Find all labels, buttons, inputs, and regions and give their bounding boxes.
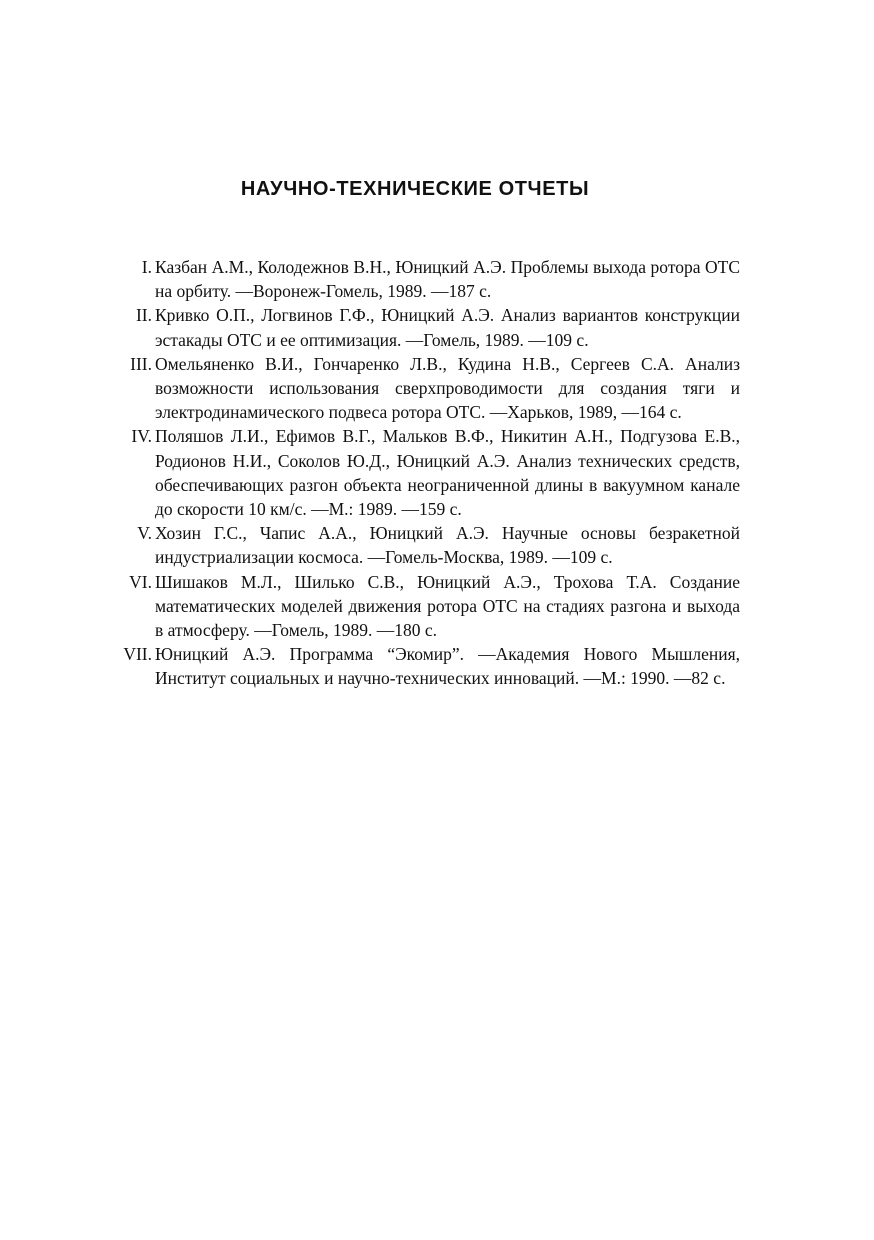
reference-text: Хозин Г.С., Чапис А.А., Юницкий А.Э. Научные основы безракетной индустриализации космоса. —Гомель-Москва, 1989. —109 с. — [155, 523, 740, 568]
reference-item — [110, 521, 740, 569]
reference-numeral: VI. — [129, 571, 152, 592]
reference-numeral: V. — [137, 523, 152, 544]
reference-text: Шишаков М.Л., Шилько С.В., Юницкий А.Э., Трохова Т.А. Создание математических моделей движения ротора ОТС на стадиях разгона и выхода в атмосферу. —Гомель, 1989. —180 с. — [155, 571, 740, 641]
reference-text: Юницкий А.Э. Программа “Экомир”. —Академия Нового Мышления, Институт социальных и научно-технических инноваций. —М.: 1990. —82 с. — [155, 644, 740, 689]
reference-item — [110, 255, 740, 303]
reference-text: Казбан А.М., Колодежнов В.Н., Юницкий А.Э. Проблемы выхода ротора ОТС на орбиту. —Воронеж-Гомель, 1989. —187 с. — [155, 257, 740, 302]
page-title: НАУЧНО-ТЕХНИЧЕСКИЕ ОТЧЕТЫ — [240, 178, 590, 200]
reference-numeral: VII. — [123, 644, 152, 665]
reference-item — [110, 570, 740, 643]
reference-item — [110, 424, 740, 521]
reference-text: Поляшов Л.И., Ефимов В.Г., Мальков В.Ф., Никитин А.Н., Подгузова Е.В., Родионов Н.И., Соколов Ю.Д., Юницкий А.Э. Анализ технических средств, обеспечивающих разгон объекта неограниченной длины в вакуумном канале до скорости 10 км/с. —М.: 1989. —159 с. — [155, 426, 740, 520]
reference-numeral: III. — [130, 353, 152, 374]
reference-numeral: I. — [141, 257, 152, 277]
reference-numeral: II. — [135, 305, 152, 326]
reference-item — [110, 352, 740, 425]
reference-item — [110, 642, 740, 690]
reference-list — [110, 255, 740, 691]
reference-text: Омельяненко В.И., Гончаренко Л.В., Кудина Н.В., Сергеев С.А. Анализ возможности использования сверхпроводимости для создания тяги и электродинамического подвеса ротора ОТС. —Харьков, 1989, —164 с. — [155, 353, 740, 423]
reference-item — [110, 303, 740, 351]
reference-numeral: IV. — [131, 426, 152, 447]
reference-text: Кривко О.П., Логвинов Г.Ф., Юницкий А.Э. Анализ вариантов конструкции эстакады ОТС и ее оптимизация. —Гомель, 1989. —109 с. — [155, 305, 740, 350]
